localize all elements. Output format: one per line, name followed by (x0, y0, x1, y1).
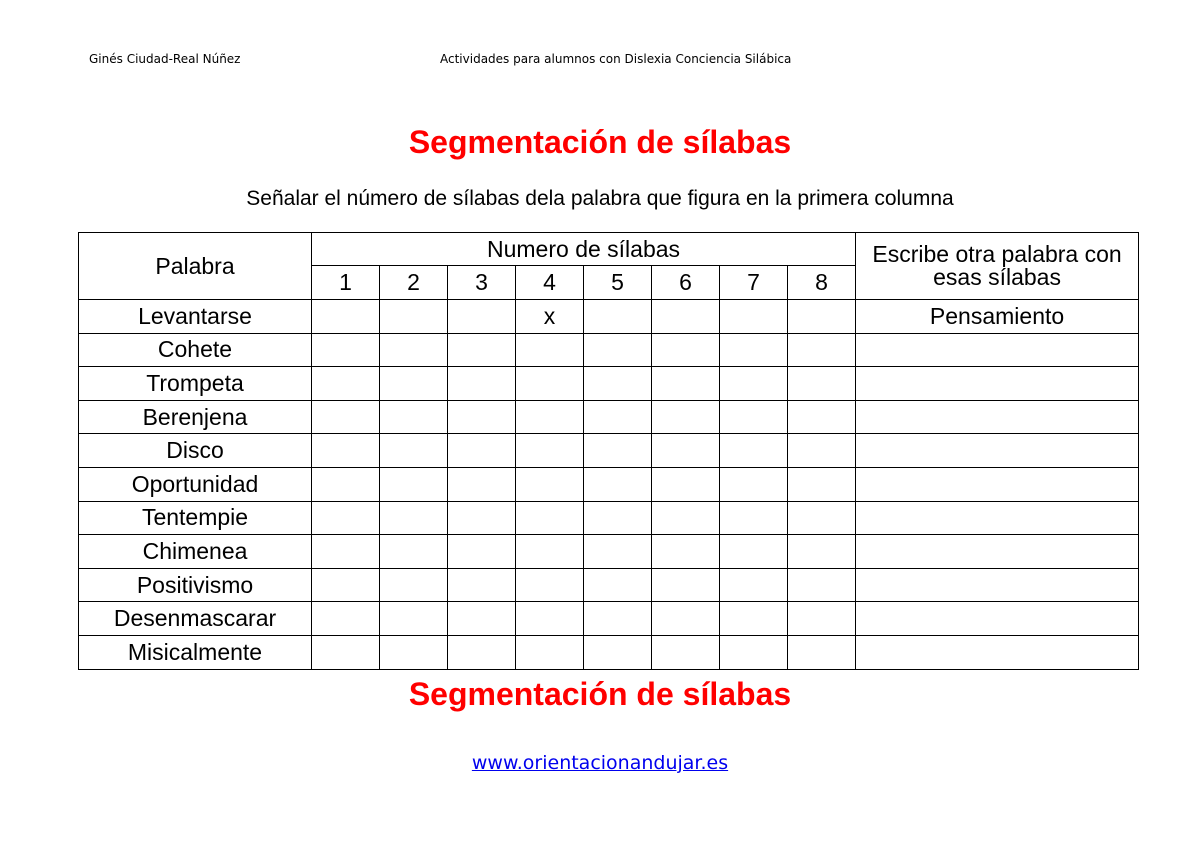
syllable-mark-cell[interactable] (448, 434, 516, 468)
word-cell: Levantarse (79, 300, 312, 334)
word-cell: Cohete (79, 333, 312, 367)
column-header-word: Palabra (79, 233, 312, 300)
footer-title: Segmentación de sílabas (408, 676, 792, 712)
syllable-mark-cell[interactable] (584, 635, 652, 669)
other-word-cell[interactable] (856, 333, 1139, 367)
syllable-mark-cell[interactable] (720, 535, 788, 569)
syllable-mark-cell[interactable] (652, 535, 720, 569)
syllable-mark-cell[interactable] (720, 568, 788, 602)
syllable-mark-cell[interactable] (788, 400, 856, 434)
syllable-mark-cell[interactable] (788, 333, 856, 367)
syllable-mark-cell[interactable] (788, 300, 856, 334)
word-cell: Oportunidad (79, 467, 312, 501)
word-cell: Trompeta (79, 367, 312, 401)
other-word-cell[interactable] (856, 400, 1139, 434)
syllable-mark-cell[interactable] (380, 501, 448, 535)
syllable-count-header: 6 (652, 266, 720, 300)
syllable-mark-cell[interactable] (652, 568, 720, 602)
syllable-mark-cell[interactable] (720, 300, 788, 334)
syllable-mark-cell[interactable] (312, 367, 380, 401)
table-row (79, 467, 1139, 501)
syllable-mark-cell[interactable] (584, 333, 652, 367)
other-word-cell[interactable] (856, 635, 1139, 669)
syllable-mark-cell[interactable] (516, 434, 584, 468)
syllable-mark-cell[interactable] (448, 535, 516, 569)
syllable-mark-cell[interactable] (652, 333, 720, 367)
syllable-count-header: 2 (380, 266, 448, 300)
other-word-cell[interactable]: Pensamiento (856, 300, 1139, 334)
syllable-mark-cell[interactable] (312, 501, 380, 535)
syllable-mark-cell[interactable] (516, 568, 584, 602)
syllable-mark-cell[interactable] (312, 635, 380, 669)
table-row (79, 535, 1139, 569)
syllable-mark-cell[interactable] (584, 367, 652, 401)
table-row (79, 568, 1139, 602)
syllable-mark-cell[interactable] (652, 602, 720, 636)
syllable-mark-cell[interactable] (448, 400, 516, 434)
word-cell: Tentempie (79, 501, 312, 535)
syllable-count-header: 5 (584, 266, 652, 300)
syllable-mark-cell[interactable] (720, 434, 788, 468)
syllable-mark-cell[interactable] (516, 535, 584, 569)
page-title: Segmentación de sílabas (408, 124, 792, 160)
word-cell: Berenjena (79, 400, 312, 434)
word-cell: Disco (79, 434, 312, 468)
syllable-mark-cell[interactable] (380, 400, 448, 434)
syllable-mark-cell[interactable] (652, 635, 720, 669)
syllable-mark-cell[interactable] (720, 602, 788, 636)
syllable-mark-cell[interactable] (516, 367, 584, 401)
syllable-mark-cell[interactable] (312, 535, 380, 569)
syllable-mark-cell[interactable] (584, 535, 652, 569)
syllable-mark-cell[interactable] (380, 635, 448, 669)
other-word-cell[interactable] (856, 367, 1139, 401)
syllable-count-header: 7 (720, 266, 788, 300)
syllable-mark-cell[interactable] (720, 367, 788, 401)
table-row (79, 300, 1139, 334)
syllable-mark-cell[interactable] (584, 400, 652, 434)
syllable-mark-cell[interactable] (448, 501, 516, 535)
syllable-mark-cell[interactable] (380, 367, 448, 401)
syllable-mark-cell[interactable] (584, 602, 652, 636)
other-word-cell[interactable] (856, 535, 1139, 569)
syllable-mark-cell[interactable] (516, 602, 584, 636)
syllable-mark-cell[interactable] (380, 602, 448, 636)
table-row (79, 635, 1139, 669)
syllable-mark-cell[interactable] (788, 434, 856, 468)
instructions: Señalar el número de sílabas dela palabra que figura en la primera columna (246, 187, 954, 210)
syllable-mark-cell[interactable] (584, 300, 652, 334)
syllable-mark-cell[interactable] (788, 535, 856, 569)
syllable-mark-cell[interactable] (312, 434, 380, 468)
syllable-mark-cell[interactable] (312, 467, 380, 501)
word-cell: Chimenea (79, 535, 312, 569)
syllable-mark-cell[interactable] (448, 568, 516, 602)
syllable-mark-cell[interactable] (652, 367, 720, 401)
syllable-mark-cell[interactable] (584, 467, 652, 501)
header-author: Ginés Ciudad-Real Núñez (89, 52, 241, 66)
syllable-mark-cell[interactable] (652, 300, 720, 334)
syllable-mark-cell[interactable] (652, 501, 720, 535)
column-header-syllable-count: Numero de sílabas (312, 233, 856, 266)
syllable-mark-cell[interactable] (584, 434, 652, 468)
syllable-mark-cell[interactable] (312, 333, 380, 367)
word-cell: Misicalmente (79, 635, 312, 669)
syllable-count-header: 1 (312, 266, 380, 300)
table-row (79, 367, 1139, 401)
table-row (79, 333, 1139, 367)
syllable-count-header: 3 (448, 266, 516, 300)
table-row (79, 501, 1139, 535)
other-word-cell[interactable] (856, 602, 1139, 636)
syllable-mark-cell[interactable] (448, 467, 516, 501)
syllable-mark-cell[interactable] (788, 602, 856, 636)
syllable-mark-cell[interactable] (312, 400, 380, 434)
syllable-mark-cell[interactable] (516, 501, 584, 535)
syllable-mark-cell[interactable] (788, 568, 856, 602)
syllable-mark-cell[interactable] (448, 602, 516, 636)
syllable-mark-cell[interactable] (448, 367, 516, 401)
syllable-mark-cell[interactable]: x (516, 300, 584, 334)
header-subject: Actividades para alumnos con Dislexia Conciencia Silábica (440, 52, 792, 66)
syllable-mark-cell[interactable] (380, 568, 448, 602)
syllable-mark-cell[interactable] (720, 467, 788, 501)
syllable-mark-cell[interactable] (380, 535, 448, 569)
other-word-cell[interactable] (856, 568, 1139, 602)
website-link[interactable]: www.orientacionandujar.es (471, 752, 729, 774)
syllable-mark-cell[interactable] (720, 635, 788, 669)
table-row (79, 434, 1139, 468)
syllable-mark-cell[interactable] (380, 300, 448, 334)
syllable-count-header: 4 (516, 266, 584, 300)
syllable-mark-cell[interactable] (652, 400, 720, 434)
syllable-mark-cell[interactable] (448, 635, 516, 669)
syllable-mark-cell[interactable] (380, 333, 448, 367)
syllable-mark-cell[interactable] (788, 467, 856, 501)
syllable-mark-cell[interactable] (516, 467, 584, 501)
syllable-mark-cell[interactable] (312, 300, 380, 334)
syllable-mark-cell[interactable] (312, 602, 380, 636)
syllable-mark-cell[interactable] (788, 635, 856, 669)
syllable-mark-cell[interactable] (788, 367, 856, 401)
word-cell: Desenmascarar (79, 602, 312, 636)
syllable-mark-cell[interactable] (720, 400, 788, 434)
syllable-mark-cell[interactable] (652, 467, 720, 501)
syllable-mark-cell[interactable] (516, 333, 584, 367)
syllable-mark-cell[interactable] (720, 333, 788, 367)
table-row (79, 400, 1139, 434)
column-header-other-word: Escribe otra palabra con esas sílabas (856, 233, 1139, 300)
syllable-count-header: 8 (788, 266, 856, 300)
syllable-mark-cell[interactable] (380, 434, 448, 468)
syllable-mark-cell[interactable] (516, 400, 584, 434)
syllable-mark-cell[interactable] (720, 501, 788, 535)
syllable-mark-cell[interactable] (380, 467, 448, 501)
syllable-mark-cell[interactable] (584, 568, 652, 602)
other-word-cell[interactable] (856, 434, 1139, 468)
syllable-mark-cell[interactable] (312, 568, 380, 602)
syllable-mark-cell[interactable] (584, 501, 652, 535)
other-word-cell[interactable] (856, 467, 1139, 501)
other-word-cell[interactable] (856, 501, 1139, 535)
syllable-mark-cell[interactable] (448, 333, 516, 367)
syllable-table (78, 232, 1139, 670)
syllable-mark-cell[interactable] (516, 635, 584, 669)
table-row (79, 602, 1139, 636)
word-cell: Positivismo (79, 568, 312, 602)
syllable-mark-cell[interactable] (652, 434, 720, 468)
syllable-mark-cell[interactable] (788, 501, 856, 535)
syllable-mark-cell[interactable] (448, 300, 516, 334)
